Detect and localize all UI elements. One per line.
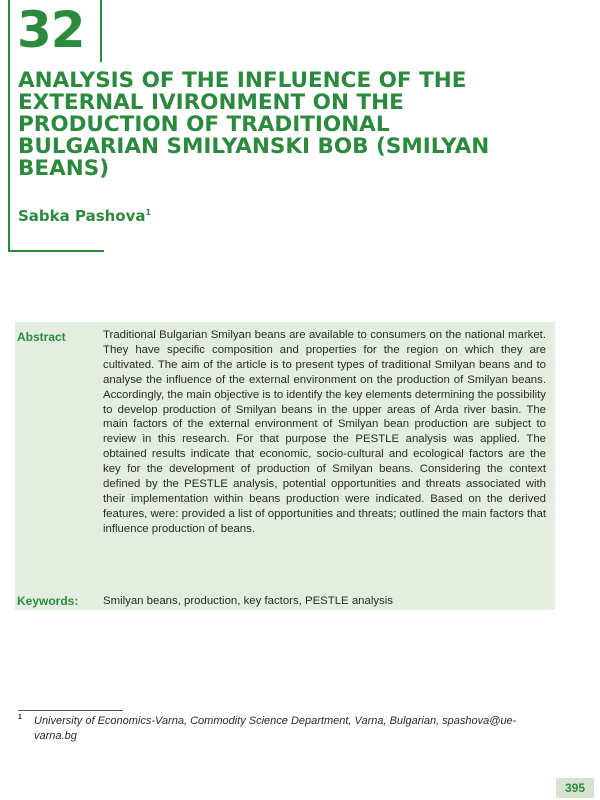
footnote-rule xyxy=(18,710,123,711)
author-name: Sabka Pashova xyxy=(18,207,146,225)
author-footnote-mark: 1 xyxy=(145,208,152,217)
abstract-label: Abstract xyxy=(17,330,66,344)
footnote-text: University of Economics-Varna, Commodity Science Department, Varna, Bulgarian, spashova@ue-varna.bg xyxy=(34,715,517,742)
abstract-text: Traditional Bulgarian Smilyan beans are available to consumers on the national market. They have specific composition and properties for the region on which they are cultivated. The aim of the article is to present types of traditional Smilyan beans and to analyse the influence of the external environment on the production of Smilyan beans. Accordingly, the main objective is to identify the key elements determining the possibility to develop production of Smilyan beans in the upper areas of Arda river basin. The main factors of the external environment of Smilyan bean production are subject to review in this research. For that purpose the PESTLE analysis was applied. The obtained results indicate that economic, socio-cultural and ecological factors are the key for the development of production of Smilyan beans. Considering the context defined by the PESTLE analysis, potential opportunities and threats associated with their implementation within beans production were indicated. Based on the derived features, were: provided a list of opportunities and threats; outlined the main factors that influence production of beans. xyxy=(103,329,546,535)
page-number: 395 xyxy=(556,778,594,798)
article-title: ANALYSIS OF THE INFLUENCE OF THE EXTERNAL IVIRONMENT ON THE PRODUCTION OF TRADITIONAL BULGARIAN SMILYANSKI BOB (SMILYAN BEANS) xyxy=(18,68,490,181)
chapter-number: 32 xyxy=(17,1,85,59)
keywords-label: Keywords: xyxy=(17,594,79,608)
chapter-bracket-edge xyxy=(100,0,102,62)
footnote-mark: 1 xyxy=(18,714,22,721)
keywords-text: Smilyan beans, production, key factors, PESTLE analysis xyxy=(103,595,393,607)
author-line xyxy=(18,207,151,225)
